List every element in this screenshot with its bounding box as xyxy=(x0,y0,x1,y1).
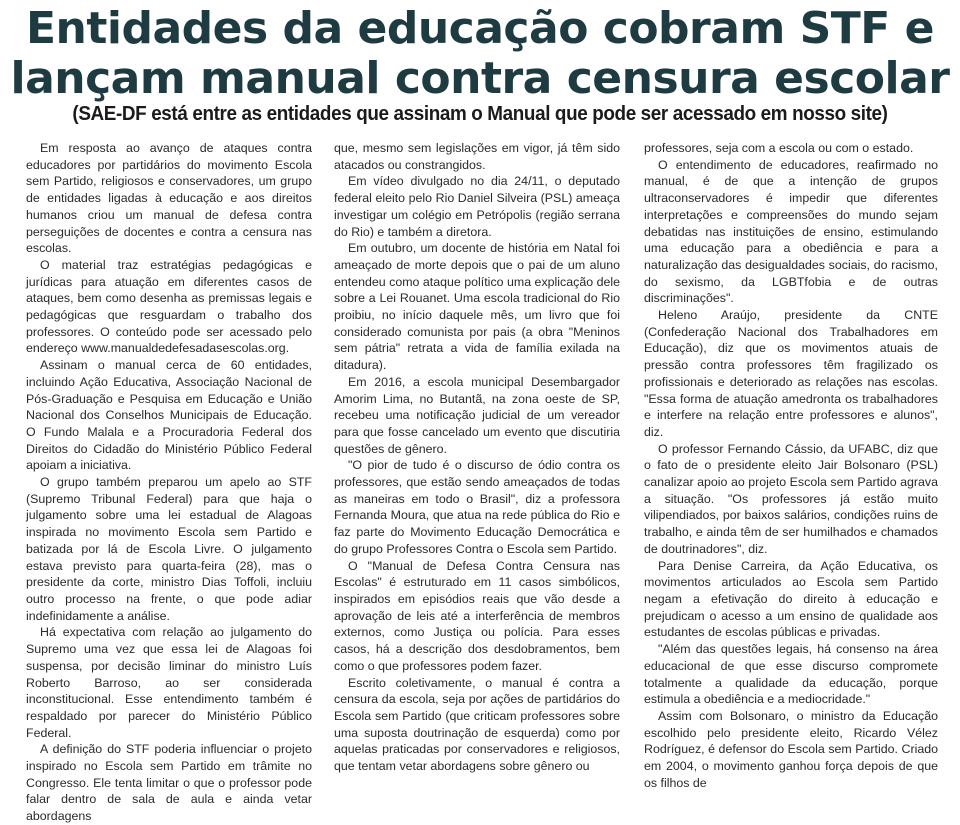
article-column-3 xyxy=(644,140,938,791)
paragraph: Em 2016, a escola municipal Desembargador Amorim Lima, no Butantã, na zona oeste de SP, recebeu uma notificação judicial de um vereador para que fosse cancelado um evento que discutiria questões de gênero. xyxy=(334,374,620,456)
paragraph-continued: que, mesmo sem legislações em vigor, já têm sido atacados ou constrangidos. xyxy=(334,141,620,172)
paragraph: Em resposta ao avanço de ataques contra educadores por partidários do movimento Escola sem Partido, religiosos e conservadores, um grupo de entidades ligadas à educação e aos direitos humanos criou um manual de defesa contra perseguições de docentes e contra a censura nas escolas. xyxy=(26,141,312,256)
article-column-2 xyxy=(334,140,620,775)
paragraph: A definição do STF poderia influenciar o projeto inspirado no Escola sem Partido em trâmite no Congresso. Ele tenta limitar o que o professor pode falar dentro de sala de aula e ainda vetar abordagens xyxy=(26,742,312,824)
paragraph: Em outubro, um docente de história em Natal foi ameaçado de morte depois que o pai de um aluno entendeu como ataque político uma explicação dele sobre a Lei Rouanet. Uma escola tradicional do Rio proibiu, no início daquele mês, um livro que foi considerado comunista por pais (a obra "Meninos sem pátria" retrata a vida de família exilada na ditadura). xyxy=(334,241,620,373)
subheadline: (SAE-DF está entre as entidades que assinam o Manual que pode ser acessado em nosso site) xyxy=(72,102,888,125)
article-body xyxy=(26,140,938,824)
paragraph: O entendimento de educadores, reafirmado no manual, é de que a intenção de grupos ultraconservadores é impedir que diferentes interpretações e compreensões do mundo sejam debatidas nas instituições de ensino, estimulando uma educação para a obediência e para a naturalização das desigualdades sociais, do racismo, do sexismo, da LGBTfobia e de outras discriminações". xyxy=(644,157,938,306)
article-column-1 xyxy=(26,140,312,825)
paragraph: O "Manual de Defesa Contra Censura nas Escolas" é estruturado em 11 casos simbólicos, inspirados em episódios reais que vão desde a aprovação de leis até a interferência de membros externos, como Justiça ou polícia. Para esses casos, há a descrição dos desdobramentos, bem como o que professores podem fazer. xyxy=(334,558,620,673)
paragraph: "O pior de tudo é o discurso de ódio contra os professores, que estão sendo ameaçados de todas as maneiras em todo o Brasil", diz a professora Fernanda Moura, que atua na rede pública do Rio e faz parte do Movimento Educação Democrática e do grupo Professores Contra o Escola sem Partido. xyxy=(334,458,620,556)
paragraph: O grupo também preparou um apelo ao STF (Supremo Tribunal Federal) para que haja o julgamento sobre uma lei estadual de Alagoas inspirada no movimento Escola sem Partido e batizada por lá de Escola Livre. O julgamento estava previsto para quarta-feira (28), mas o presidente da corte, ministro Dias Toffoli, incluiu outro processo na frente, o que pode adiar indefinidamente a análise. xyxy=(26,475,312,623)
paragraph: Assinam o manual cerca de 60 entidades, incluindo Ação Educativa, Associação Nacional de Pós-Graduação e Pesquisa em Educação e União Nacional dos Conselhos Municipais de Educação. O Fundo Malala e a Procuradoria Federal dos Direitos do Cidadão do Ministério Público Federal apoiam a iniciativa. xyxy=(26,358,312,473)
paragraph: Heleno Araújo, presidente da CNTE (Confederação Nacional dos Trabalhadores em Educação), diz que os movimentos atuais de pressão contra professores têm fragilizado os profissionais e deteriorado as relações nas escolas. "Essa forma de atuação amedronta os trabalhadores e interfere na relação entre professores e alunos", diz. xyxy=(644,308,938,439)
paragraph-continued: professores, seja com a escola ou com o estado. xyxy=(644,141,914,155)
paragraph: Há expectativa com relação ao julgamento do Supremo uma vez que essa lei de Alagoas foi suspensa, por decisão liminar do ministro Luís Roberto Barroso, ao ser considerada inconstitucional. Esse entendimento também é respaldado por parecer do Ministério Público Federal. xyxy=(26,625,312,740)
paragraph: O material traz estratégias pedagógicas e jurídicas para atuação em diferentes casos de ataques, bem como desenha as premissas legais e pedagógicas que resguardam o trabalho dos professores. O conteúdo pode ser acessado pelo endereço www.manualdedefesadasescolas.org. xyxy=(26,257,312,356)
headline-line-1: Entidades da educação cobram STF e xyxy=(25,3,935,54)
paragraph: "Além das questões legais, há consenso na área educacional de que esse discurso compromete totalmente a qualidade da educação, porque estimula a obediência e a mediocridade." xyxy=(644,642,938,707)
paragraph: O professor Fernando Cássio, da UFABC, diz que o fato de o presidente eleito Jair Bolsonaro (PSL) canalizar apoio ao projeto Escola sem Partido agrava a situação. "Os professores já estão muito vilipendiados, por baixos salários, condições ruins de trabalho, e ainda têm de ser humilhados e chamados de doutrinadores", diz. xyxy=(644,441,938,556)
paragraph: Para Denise Carreira, da Ação Educativa, os movimentos articulados ao Escola sem Partido negam a efetivação do direito à educação e prejudicam o acesso a um ensino de qualidade aos estudantes de escolas públicas e privadas. xyxy=(644,558,938,640)
paragraph: Em vídeo divulgado no dia 24/11, o deputado federal eleito pelo Rio Daniel Silveira (PSL) ameaça investigar um colégio em Petrópolis (região serrana do Rio) e também a diretora. xyxy=(334,174,620,239)
paragraph: Escrito coletivamente, o manual é contra a censura da escola, seja por ações de partidários do Escola sem Partido (que criticam professores sobre uma suposta doutrinação de esquerda) como por aquelas praticadas por conservadores e religiosos, que tentam vetar abordagens sobre gênero ou xyxy=(334,675,620,774)
paragraph: Assim com Bolsonaro, o ministro da Educação escolhido pelo presidente eleito, Ricardo Vélez Rodríguez, é defensor do Escola sem Partido. Criado em 2004, o movimento ganhou força depois de que os filhos de xyxy=(644,708,938,790)
headline-line-2: lançam manual contra censura escolar xyxy=(10,53,950,104)
